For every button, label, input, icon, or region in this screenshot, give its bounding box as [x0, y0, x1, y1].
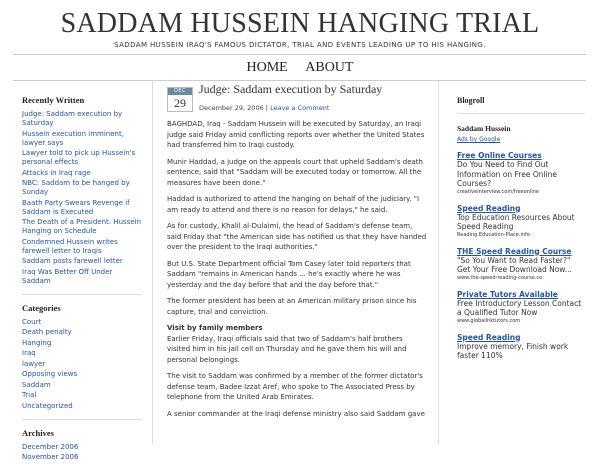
right-column-divider — [438, 81, 439, 444]
category-link[interactable]: Death penalty — [22, 328, 72, 336]
recent-post-link[interactable]: Hussein execution imminent, lawyer says — [22, 129, 124, 147]
recently-written-heading: Recently Written — [22, 95, 85, 105]
ads-by-google-link[interactable]: Ads by Google — [457, 136, 501, 143]
ad-block — [457, 333, 585, 361]
left-sidebar — [22, 88, 142, 464]
ad-text: "So You Want to Read Faster?" Get Your Free Download Now... — [457, 255, 572, 274]
ad-title-link[interactable]: Free Online Courses — [457, 151, 542, 160]
category-link[interactable]: Saddam — [22, 380, 51, 389]
leave-comment-link[interactable]: Leave a Comment — [270, 104, 330, 112]
categories-heading: Categories — [22, 302, 61, 313]
category-link[interactable]: Iraq — [22, 349, 36, 357]
blogroll-heading: Blogroll — [457, 96, 485, 105]
nav-about[interactable]: ABOUT — [305, 60, 354, 75]
archive-link[interactable]: December 2006 — [22, 442, 79, 451]
recent-post-link[interactable]: Condemned Hussein writes farewell letter to Iraqis — [22, 237, 118, 255]
ad-block — [457, 151, 585, 196]
categories-list — [22, 318, 142, 411]
post-paragraph: The visit to Saddam was confirmed by a member of the former dictator's defense team, Badee Izzat Aref, who spoke to The Associated Press by telephone from the United Arab Emirates. — [167, 372, 423, 401]
category-link[interactable]: Opposing views — [22, 370, 78, 378]
recently-written-list — [22, 110, 142, 286]
right-sidebar — [457, 96, 585, 369]
post-meta — [199, 103, 329, 114]
ad-url[interactable]: www.the-speed-reading-course.co — [457, 274, 543, 281]
category-link[interactable]: lawyer — [22, 359, 46, 368]
ad-text: Free Introductory Lesson Contact a Qualified Tutor Now — [457, 298, 582, 317]
recent-post-link[interactable]: Lawyer told to pick up Hussein's personal effects — [22, 149, 136, 166]
archive-link[interactable]: November 2006 — [22, 453, 79, 461]
ad-text: Top Education Resources About Speed Reading — [457, 212, 575, 231]
ad-url[interactable]: Reading.Education-Place.info — [457, 231, 530, 238]
ad-url[interactable]: www.globalinktutors.com — [457, 317, 521, 324]
recent-post-link[interactable]: Baath Party Swears Revenge if Saddam is Executed — [22, 198, 130, 216]
ad-title-link[interactable]: Speed Reading — [457, 332, 521, 342]
date-badge — [167, 87, 193, 112]
post-paragraph: Munir Haddad, a judge on the appeals court that upheld Saddam's death sentence, said that "Saddam will be executed today or tomorrow. All the measures have been done." — [167, 157, 423, 187]
post-title[interactable]: Judge: Saddam execution by Saturday — [199, 82, 383, 96]
category-link[interactable]: Hanging — [22, 338, 52, 347]
recent-post-link[interactable]: Attacks in Iraq rage — [22, 168, 91, 177]
ad-title-link[interactable]: THE Speed Reading Course — [457, 246, 572, 256]
nav-home[interactable]: HOME — [246, 60, 288, 75]
post-paragraph: BAGHDAD, Iraq - Saddam Hussein will be executed by Saturday, an Iraqi judge said Friday amid conflicting reports over whether the United States had transferred him to Iraqi custody. — [167, 120, 425, 149]
date-day: 29 — [168, 95, 192, 111]
post-paragraph: As for custody, Khalil al-Dulaimi, the head of Saddam's defense team, said Friday that "the American side has notified us that they have handed over the president to the Iraqi authorities." — [167, 222, 427, 251]
recent-post-link[interactable]: Saddam posts farewell letter — [22, 257, 123, 265]
ad-text: Do You Need to Find Out Information on Free Online Courses? — [457, 160, 558, 188]
category-link[interactable]: Uncategorized — [22, 401, 73, 410]
post-subheading: Visit by family members — [167, 324, 263, 332]
main-nav — [0, 60, 600, 76]
site-title[interactable]: SADDAM HUSSEIN HANGING TRIAL — [60, 8, 540, 39]
ads-heading: Saddam Hussein — [457, 124, 511, 133]
sidebar-divider — [22, 294, 142, 295]
ad-title-link[interactable]: Speed Reading — [457, 203, 521, 213]
recent-post-link[interactable]: Judge: Saddam execution by Saturday — [22, 110, 123, 127]
archives-heading: Archives — [22, 427, 54, 438]
ad-url[interactable]: creativeinterview.com/freeonline — [457, 188, 539, 195]
post-paragraph: The former president has been at an American military prison since his capture, trial and conviction. — [167, 297, 417, 316]
post-date: December 29, 2006 — [199, 104, 264, 112]
category-link[interactable]: Court — [22, 317, 42, 326]
recent-post-link[interactable]: The Death of a President: Hussein Hanging on Schedule — [22, 218, 142, 235]
archives-list — [22, 443, 142, 463]
left-column-divider — [152, 81, 153, 444]
post-paragraph: Haddad is authorized to attend the hanging on behalf of the judiciary. "I am ready to attend and there is no reason for delays," he said. — [167, 195, 420, 214]
ad-block — [457, 247, 585, 282]
recent-post-link[interactable]: Iraq Was Better Off Under Saddam — [22, 267, 113, 285]
recent-post-link[interactable]: NBC: Saddam to be hanged by Sunday — [22, 179, 130, 196]
header-divider-bottom — [13, 80, 586, 81]
date-month: DEC — [168, 88, 192, 95]
ad-block — [457, 204, 585, 239]
sidebar-divider — [22, 419, 142, 420]
meta-separator: | — [265, 104, 268, 112]
post-paragraph: Earlier Friday, Iraqi officials said that two of Saddam's half brothers visited him in his jail cell on Thursday and he gave them his will and personal belongings. — [167, 334, 407, 364]
post-body — [167, 119, 427, 425]
rightbar-divider — [457, 113, 585, 114]
header-divider-top — [13, 54, 586, 55]
ad-text: Improve memory, Finish work faster 110% — [457, 341, 569, 360]
ad-title-link[interactable]: Private Tutors Available — [457, 289, 558, 299]
post-paragraph: A senior commander at the Iraqi defense ministry also said Saddam gave — [167, 409, 425, 418]
post-paragraph: But U.S. State Department official Tom Casey later told reporters that Saddam "remains in American hands ... he's exactly where he was yesterday and the day before that and the day before that." — [167, 259, 411, 289]
category-link[interactable]: Trial — [22, 391, 37, 399]
site-tagline: SADDAM HUSSEIN IRAQ'S FAMOUS DICTATOR, TRIAL AND EVENTS LEADING UP TO HIS HANGING. — [114, 41, 486, 49]
ad-block — [457, 290, 585, 325]
